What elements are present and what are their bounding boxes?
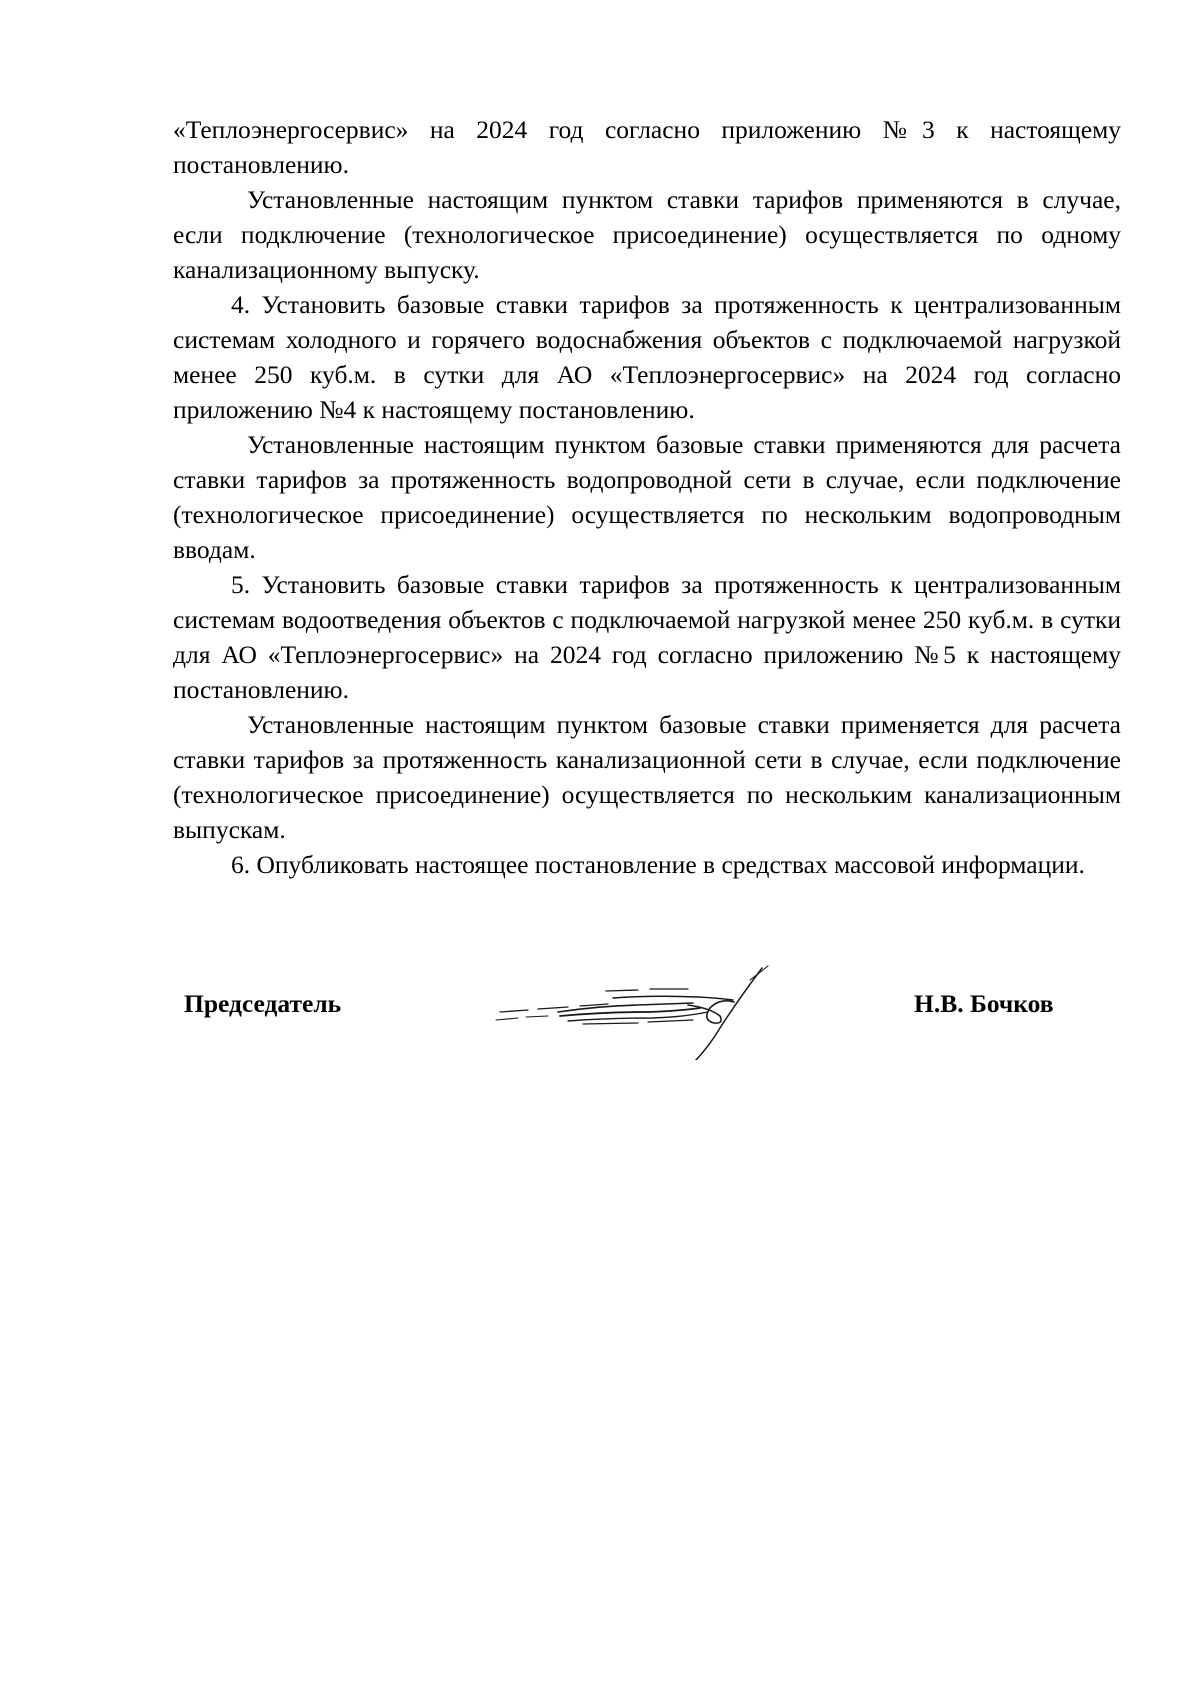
paragraph-clause-3-note: Установленные настоящим пунктом ставки тарифов применяются в случае, если подключение (технологическое присоединение) осуществляется по одному канализационному выпуску. [173,185,1121,284]
paragraph-clause-6: 6. Опубликовать настоящее постановление в средствах массовой информации. [231,850,1085,879]
signer-position: Председатель [184,989,342,1018]
paragraph-clause-4: 4. Установить базовые ставки тарифов за протяженность к централизованным системам холодного и горячего водоснабжения объектов с подключаемой нагрузкой менее 250 куб.м. в сутки для АО «Теплоэнергосервис» на 2024 год согласно приложению №4 к настоящему постановлению. [173,290,1121,424]
paragraph-appendix-3-continuation: «Теплоэнергосервис» на 2024 год согласно приложению №3 к настоящему постановлению. [173,115,1121,179]
signature-block [0,960,1200,1080]
paragraph-clause-5: 5. Установить базовые ставки тарифов за протяженность к централизованным системам водоотведения объектов с подключаемой нагрузкой менее 250 куб.м. в сутки для АО «Теплоэнергосервис» на 2024 год согласно приложению №5 к настоящему постановлению. [173,570,1121,704]
paragraph-clause-5-note: Установленные настоящим пунктом базовые ставки применяется для расчета ставки тарифов за протяженность канализационной сети в случае, если подключение (технологическое присоединение) осуществляется по нескольким канализационным выпускам. [173,710,1121,844]
handwritten-signature [488,960,798,1060]
document-body [173,112,1121,882]
signer-name: Н.В. Бочков [914,989,1054,1018]
paragraph-clause-4-note: Установленные настоящим пунктом базовые ставки применяются для расчета ставки тарифов за протяженность водопроводной сети в случае, если подключение (технологическое присоединение) осуществляется по нескольким водопроводным вводам. [173,430,1121,564]
